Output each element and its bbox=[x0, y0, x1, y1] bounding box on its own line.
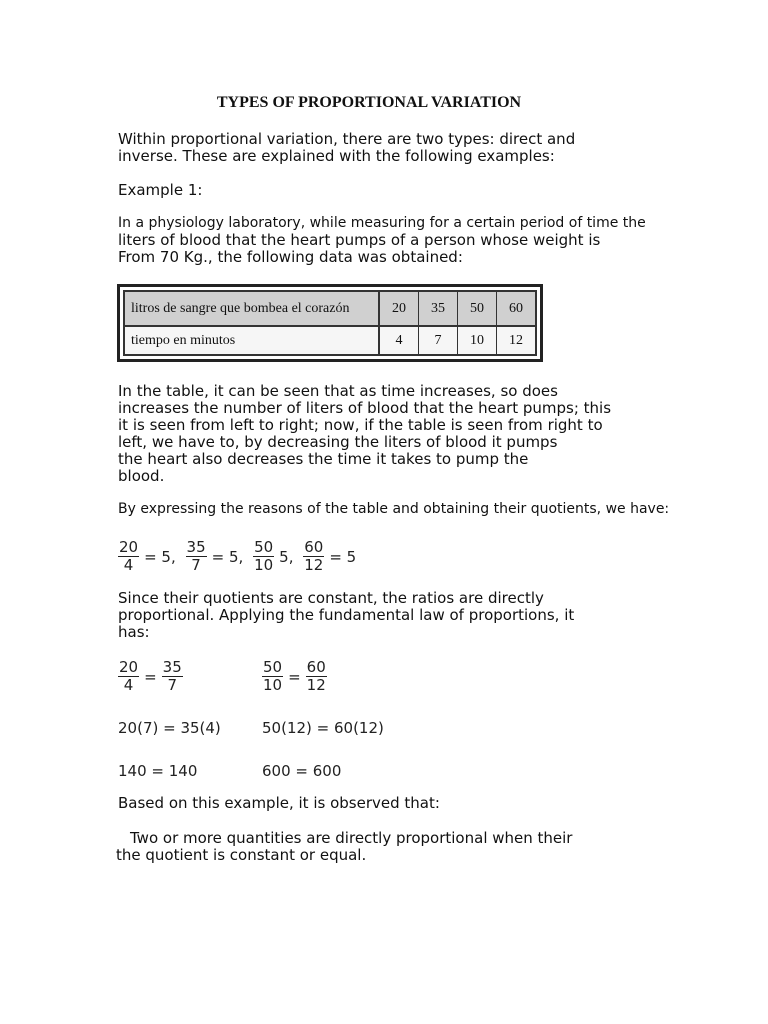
constant-line: has: bbox=[118, 623, 150, 641]
example-label: Example 1: bbox=[118, 181, 203, 199]
table-cell: 20 bbox=[379, 292, 419, 327]
fraction bbox=[118, 659, 139, 694]
lab-paragraph bbox=[118, 215, 646, 266]
numerator: 50 bbox=[254, 538, 274, 556]
numerator: 20 bbox=[119, 658, 139, 676]
numerator: 20 bbox=[119, 538, 139, 556]
fraction bbox=[262, 659, 283, 694]
table-cell: 50 bbox=[458, 292, 497, 327]
analysis-line: increases the number of liters of blood that the heart pumps; this bbox=[118, 399, 612, 417]
analysis-line: In the table, it can be seen that as time increases, so does bbox=[118, 382, 558, 400]
equals-sign: = bbox=[288, 667, 301, 686]
intro-line: Within proportional variation, there are two types: direct and bbox=[118, 130, 576, 148]
page-title: TYPES OF PROPORTIONAL VARIATION bbox=[216, 94, 522, 111]
fraction bbox=[306, 659, 327, 694]
denominator: 7 bbox=[167, 676, 177, 694]
lab-line: From 70 Kg., the following data was obtained: bbox=[118, 248, 463, 266]
numerator: 60 bbox=[306, 658, 326, 676]
row-label-blood: litros de sangre que bombea el corazón bbox=[125, 292, 380, 327]
numerator: 60 bbox=[304, 538, 324, 556]
observed-text: Based on this example, it is observed that: bbox=[118, 794, 440, 812]
denominator: 4 bbox=[123, 676, 134, 694]
row-label-time: tiempo en minutos bbox=[125, 326, 380, 355]
numerator: 35 bbox=[186, 538, 206, 556]
quotient-result: = 5 bbox=[329, 547, 357, 566]
denominator: 7 bbox=[191, 556, 201, 574]
quotient-result: = 5, bbox=[144, 547, 176, 566]
product-left: 20(7) = 35(4) bbox=[118, 719, 221, 737]
table-row bbox=[125, 326, 536, 355]
numerator: 50 bbox=[263, 658, 283, 676]
analysis-line: the heart also decreases the time it takes to pump the bbox=[118, 450, 529, 468]
lab-line: In a physiology laboratory, while measuring for a certain period of time the bbox=[118, 215, 646, 231]
table-cell: 35 bbox=[419, 292, 458, 327]
table-row bbox=[125, 292, 536, 327]
table-cell: 10 bbox=[458, 326, 497, 355]
numerator: 35 bbox=[162, 658, 182, 676]
proportion-right bbox=[262, 659, 327, 694]
intro-line: inverse. These are explained with the following examples: bbox=[118, 147, 555, 165]
analysis-paragraph bbox=[118, 383, 611, 485]
fraction bbox=[118, 539, 139, 574]
denominator: 12 bbox=[304, 556, 324, 574]
constant-paragraph bbox=[118, 590, 574, 641]
conclusion-line: the quotient is constant or equal. bbox=[116, 846, 367, 864]
table-cell: 60 bbox=[497, 292, 536, 327]
intro-paragraph bbox=[118, 131, 575, 165]
conclusion-paragraph bbox=[116, 830, 572, 864]
fraction bbox=[186, 539, 207, 574]
fraction bbox=[162, 659, 183, 694]
analysis-line: left, we have to, by decreasing the liters of blood it pumps bbox=[118, 433, 558, 451]
fraction bbox=[253, 539, 274, 574]
equals-sign: = bbox=[144, 667, 157, 686]
table-cell: 4 bbox=[379, 326, 419, 355]
quotients-row bbox=[118, 539, 361, 574]
denominator: 10 bbox=[254, 556, 274, 574]
proportion-left bbox=[118, 659, 183, 694]
table-cell: 12 bbox=[497, 326, 536, 355]
table-cell: 7 bbox=[419, 326, 458, 355]
expressing-text: By expressing the reasons of the table and obtaining their quotients, we have: bbox=[118, 501, 670, 517]
conclusion-line: Two or more quantities are directly proportional when their bbox=[130, 829, 573, 847]
result-left: 140 = 140 bbox=[118, 762, 198, 780]
analysis-line: it is seen from left to right; now, if the table is seen from right to bbox=[118, 416, 603, 434]
denominator: 4 bbox=[123, 556, 134, 574]
quotient-result: = 5, bbox=[211, 547, 244, 566]
fraction bbox=[303, 539, 324, 574]
denominator: 12 bbox=[306, 676, 326, 694]
analysis-line: blood. bbox=[118, 467, 165, 485]
denominator: 10 bbox=[263, 676, 283, 694]
result-right: 600 = 600 bbox=[262, 762, 342, 780]
constant-line: Since their quotients are constant, the ratios are directly bbox=[118, 589, 544, 607]
quotient-result: 5, bbox=[279, 547, 294, 566]
constant-line: proportional. Applying the fundamental law of proportions, it bbox=[118, 606, 575, 624]
data-table bbox=[117, 284, 543, 362]
product-right: 50(12) = 60(12) bbox=[262, 719, 384, 737]
lab-line: liters of blood that the heart pumps of a person whose weight is bbox=[118, 231, 601, 249]
